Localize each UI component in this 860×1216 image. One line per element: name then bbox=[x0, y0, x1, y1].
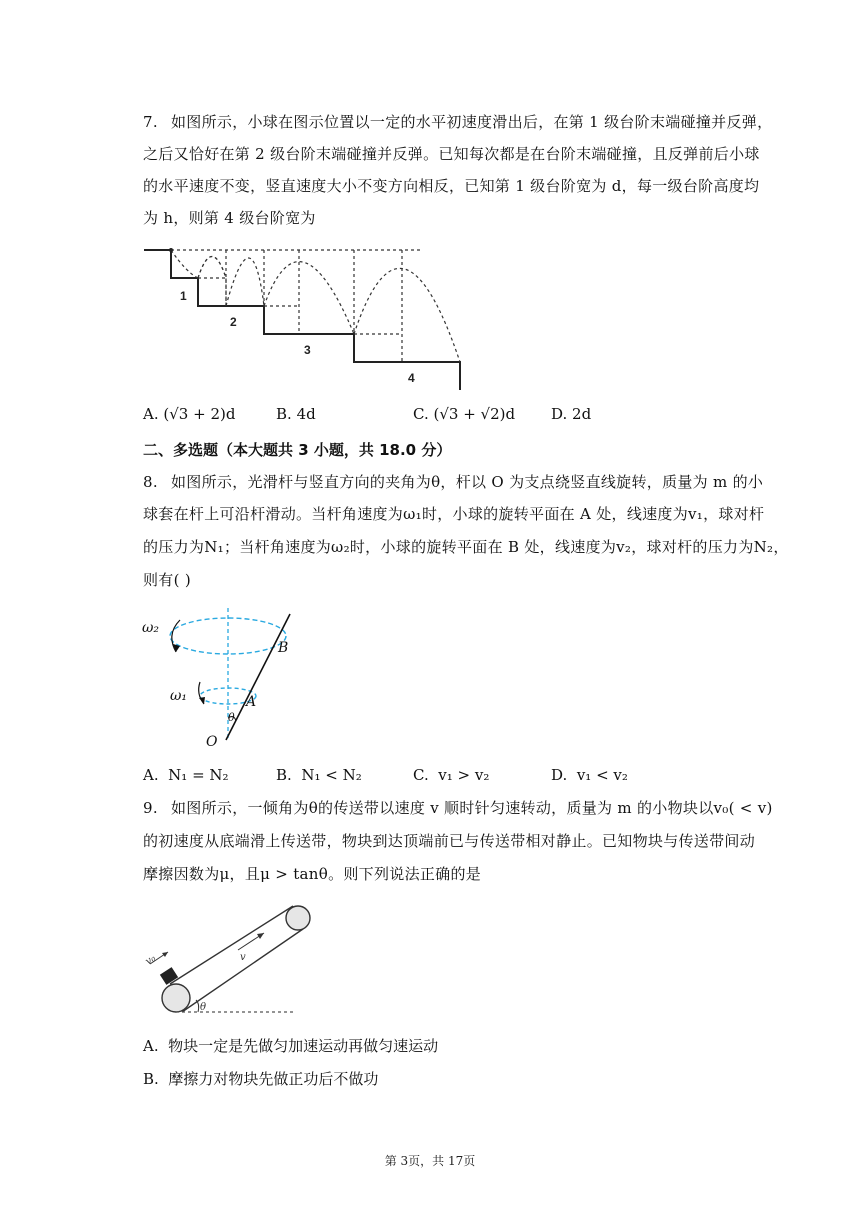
step-label-1: 1 bbox=[180, 289, 187, 303]
q8-line-4: 则有( ) bbox=[143, 571, 191, 589]
q8-option-b[interactable]: B. N₁ < N₂ bbox=[276, 766, 362, 784]
q7-line-1: 7. 如图所示，小球在图示位置以一定的水平初速度滑出后，在第 1 级台阶末端碰撞并反弹， bbox=[143, 113, 773, 131]
q7-line-3: 的水平速度不变，竖直速度大小不变方向相反，已知第 1 级台阶宽为 d，每一级台阶高度均 bbox=[143, 177, 760, 195]
q7-option-d[interactable]: D. 2d bbox=[551, 405, 592, 423]
q8-rotating-rod-figure bbox=[140, 600, 310, 750]
q9-number: 9. bbox=[143, 799, 158, 817]
page-footer: 第 3页，共 17页 bbox=[384, 1154, 476, 1168]
q8-option-d[interactable]: D. v₁ < v₂ bbox=[551, 766, 628, 784]
q7-line-4: 为 h，则第 4 级台阶宽为 bbox=[143, 209, 316, 227]
v0-label: v₀ bbox=[143, 952, 158, 968]
omega2-label: ω₂ bbox=[142, 620, 160, 636]
v-label: v bbox=[240, 952, 246, 963]
q9-line-2: 的初速度从底端滑上传送带，物块到达顶端前已与传送带相对静止。已知物块与传送带间动 bbox=[143, 832, 756, 850]
q7-option-c[interactable]: C. (√3 + √2)d bbox=[413, 405, 516, 423]
point-b-label: B bbox=[278, 640, 289, 656]
q7-line-2: 之后又恰好在第 2 级台阶末端碰撞并反弹。已知每次都是在台阶末端碰撞，且反弹前后小球 bbox=[143, 145, 760, 163]
q7-option-b[interactable]: B. 4d bbox=[276, 405, 316, 423]
section-header-multiple-choice: 二、多选题（本大题共 3 小题，共 18.0 分） bbox=[143, 441, 452, 459]
theta-angle-label: θ bbox=[200, 1002, 207, 1013]
step-label-2: 2 bbox=[230, 315, 237, 329]
q8-number: 8. bbox=[143, 473, 158, 491]
q8-line-2: 球套在杆上可沿杆滑动。当杆角速度为ω₁时，小球的旋转平面在 A 处，线速度为v₁，球对杆 bbox=[143, 505, 765, 523]
q8-option-c[interactable]: C. v₁ > v₂ bbox=[413, 766, 490, 784]
q9-option-b[interactable]: B. 摩擦力对物块先做正功后不做功 bbox=[143, 1070, 379, 1088]
point-o-label: O bbox=[206, 734, 218, 750]
q8-option-a[interactable]: A. N₁ = N₂ bbox=[143, 766, 229, 784]
omega1-label: ω₁ bbox=[170, 688, 188, 704]
q8-line-1: 8. 如图所示，光滑杆与竖直方向的夹角为θ，杆以 O 为支点绕竖直线旋转，质量为 m 的小 bbox=[143, 473, 764, 491]
theta-label: θ bbox=[228, 711, 235, 724]
point-a-label: A bbox=[246, 694, 257, 710]
q9-line-3: 摩擦因数为μ，且μ > tanθ。则下列说法正确的是 bbox=[143, 865, 482, 883]
q7-option-a[interactable]: A. (√3 + 2)d bbox=[143, 405, 236, 423]
q7-number: 7. bbox=[143, 113, 158, 131]
step-label-4: 4 bbox=[408, 371, 415, 385]
q7-staircase-figure bbox=[140, 240, 470, 390]
step-label-3: 3 bbox=[304, 343, 311, 357]
q9-conveyor-belt-figure bbox=[140, 900, 310, 1030]
q9-option-a[interactable]: A. 物块一定是先做匀加速运动再做匀速运动 bbox=[143, 1037, 439, 1055]
q9-line-1: 9. 如图所示，一倾角为θ的传送带以速度 v 顺时针匀速转动，质量为 m 的小物块以v₀( < v) bbox=[143, 799, 773, 817]
q8-line-3: 的压力为N₁；当杆角速度为ω₂时，小球的旋转平面在 B 处，线速度为v₂，球对杆的压力为N₂， bbox=[143, 538, 789, 556]
